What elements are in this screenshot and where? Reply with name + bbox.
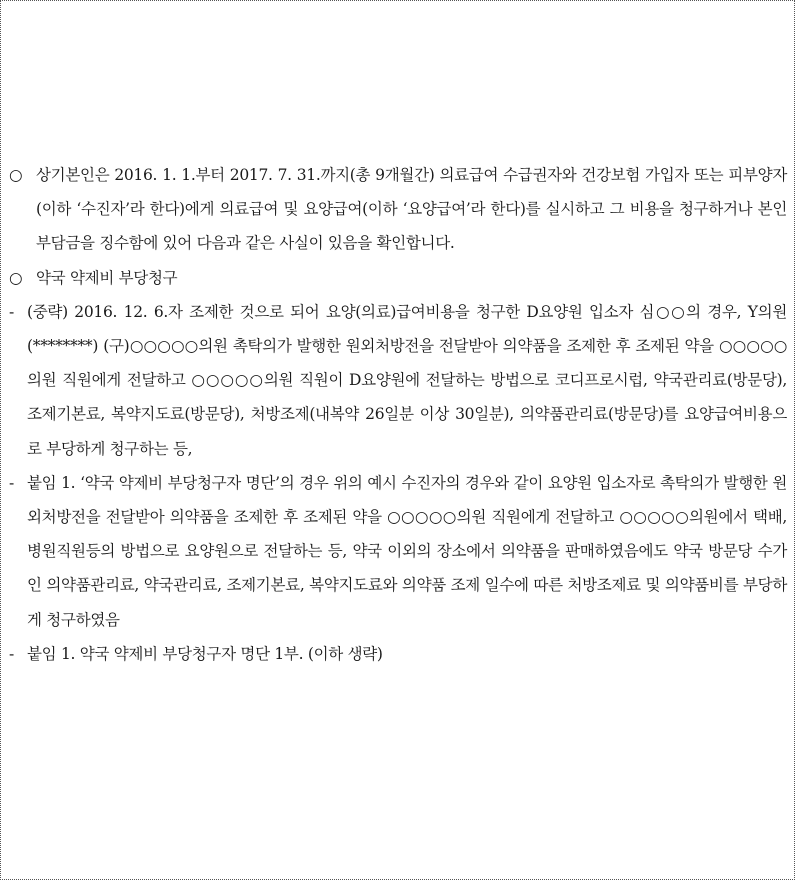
paragraph-attachment-summary	[9, 466, 787, 637]
circle-bullet-icon: ○	[9, 268, 23, 287]
circle-bullet-icon: ○	[9, 166, 23, 184]
paragraph-case-detail	[9, 295, 787, 466]
paragraph-text: 상기본인은 2016. 1. 1.부터 2017. 7. 31.까지(총 9개월간) 의료급여 수급권자와 건강보험 가입자 또는 피부양자(이하 ‘수진자’라 한다)에게 의료급여 및 요양급여(이하 ‘요양급여’라 한다)를 실시하고 그 비용을 청구하거나 본인부담금을 징수함에 있어 다음과 같은 사실이 있음을 확인합니다.	[36, 166, 787, 253]
section-heading	[9, 261, 787, 295]
dash-bullet: -	[9, 644, 14, 663]
paragraph-text: 붙임 1. ‘약국 약제비 부당청구자 명단’의 경우 위의 예시 수진자의 경우와 같이 요양원 입소자로 촉탁의가 발행한 원외처방전을 전달받아 의약품을 조제한 후 조제된 약을 ○○○○○의원 직원에게 전달하고 ○○○○○의원에서 택배, 병원직원등의 방법으로 요양원으로 전달하는 등, 약국 이외의 장소에서 의약품을 판매하였음에도 약국 방문당 수가인 의약품관리료, 약국관리료, 조제기본료, 복약지도료와 의약품 조제 일수에 따른 처방조제료 및 의약품비를 부당하게 청구하였음	[27, 473, 787, 629]
dash-bullet: -	[9, 473, 14, 492]
section-heading-text: 약국 약제비 부당청구	[36, 268, 178, 287]
document-body	[9, 158, 787, 671]
paragraph-text: (중략) 2016. 12. 6.자 조제한 것으로 되어 요양(의료)급여비용을 청구한 D요양원 입소자 심○○의 경우, Y의원(********) (구)○○○○○의원 촉탁의가 발행한 원외처방전을 전달받아 의약품을 조제한 후 조제된 약을 ○○○○○의원 직원에게 전달하고 ○○○○○의원 직원이 D요양원에 전달하는 방법으로 코디프로시럽, 약국관리료(방문당), 조제기본료, 복약지도료(방문당), 처방조제(내복약 26일분 이상 30일분), 의약품관리료(방문당)를 요양급여비용으로 부당하게 청구하는 등,	[27, 302, 787, 458]
paragraph-text: 붙임 1. 약국 약제비 부당청구자 명단 1부. (이하 생략)	[27, 644, 383, 663]
paragraph-attachment-note	[9, 637, 787, 671]
dash-bullet: -	[9, 302, 14, 321]
paragraph-confirmation	[9, 158, 787, 261]
